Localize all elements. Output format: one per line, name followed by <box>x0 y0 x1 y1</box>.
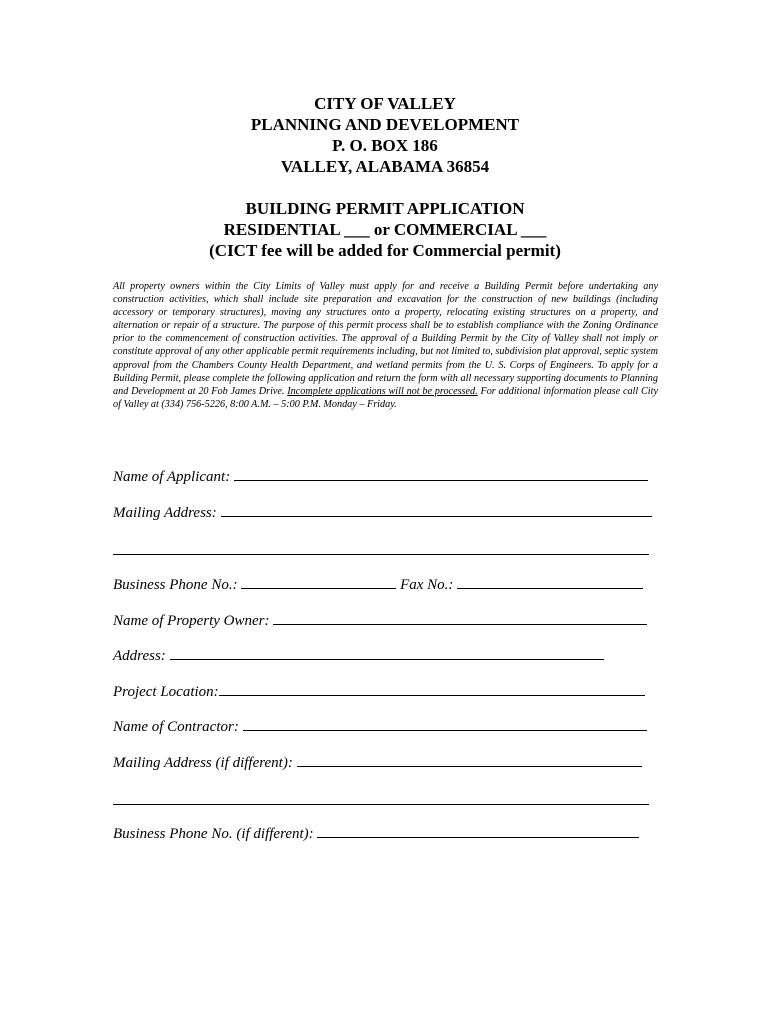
mailing-address-row <box>113 503 652 522</box>
instructions-text: All property owners within the City Limits of Valley must apply for and receive a Building Permit before undertaking any construction activities, which shall include site preparation and excavation for the construction of new buildings (including accessory or temporary structures), moving any structures onto a property, relocating existing structures on a property, and alternation or repair of a structure. The purpose of this permit process shall be to establish compliance with the Zoning Ordinance prior to the commencement of construction activities. The approval of a Building Permit by the City of Valley shall not imply or constitute approval of any other applicable permit requirements including, but not limited to, subdivision plat approval, septic system approval from the Chambers County Health Department, and wetland permits from the U. S. Corps of Engineers. To apply for a Building Permit, please complete the following application and return the form with all necessary supporting documents to Planning and Development at 20 Fob James Drive. <box>113 281 658 397</box>
fax-label: Fax No.: <box>400 577 454 593</box>
contractor-mailing-field[interactable] <box>297 753 642 767</box>
form-title <box>0 198 770 261</box>
applicant-name-row <box>113 467 648 486</box>
applicant-name-field[interactable] <box>234 467 648 481</box>
contractor-mailing-line-2[interactable] <box>113 803 649 805</box>
contact-info: For additional information please call City of Valley at (334) 756-5226, 8:00 A.M. – 5:00 P.M. Monday – Friday. <box>113 385 658 410</box>
project-location-field[interactable] <box>219 682 645 696</box>
contractor-name-row <box>113 717 647 736</box>
mailing-address-line-2[interactable] <box>113 553 649 555</box>
contractor-mailing-row <box>113 753 642 772</box>
business-phone-label: Business Phone No.: <box>113 577 238 593</box>
mailing-address-field[interactable] <box>221 503 652 517</box>
permit-type-choice: RESIDENTIAL ___ or COMMERCIAL ___ <box>223 220 547 239</box>
property-owner-row <box>113 611 647 630</box>
property-owner-label: Name of Property Owner: <box>113 613 270 629</box>
applicant-name-label: Name of Applicant: <box>113 469 231 485</box>
contractor-phone-label: Business Phone No. (if different): <box>113 826 314 842</box>
property-owner-field[interactable] <box>273 611 647 625</box>
project-location-label: Project Location: <box>113 684 219 700</box>
form-title-main: BUILDING PERMIT APPLICATION <box>245 199 525 218</box>
department-name: PLANNING AND DEVELOPMENT <box>250 115 520 134</box>
contractor-mailing-label: Mailing Address (if different): <box>113 755 293 771</box>
mailing-address-label: Mailing Address: <box>113 505 217 521</box>
contractor-phone-field[interactable] <box>317 824 639 838</box>
project-location-row <box>113 682 645 701</box>
business-phone-field[interactable] <box>241 575 396 589</box>
contractor-phone-row <box>113 824 639 843</box>
city-header <box>0 93 770 177</box>
po-box: P. O. BOX 186 <box>332 136 438 155</box>
city-name: CITY OF VALLEY <box>314 94 456 113</box>
business-phone-row <box>113 575 643 594</box>
instructions-paragraph <box>113 280 658 411</box>
incomplete-warning: Incomplete applications will not be processed. <box>287 385 478 397</box>
address-field[interactable] <box>170 646 604 660</box>
address-label: Address: <box>113 648 166 664</box>
contractor-name-field[interactable] <box>243 717 647 731</box>
contractor-name-label: Name of Contractor: <box>113 719 239 735</box>
cict-fee-note: (CICT fee will be added for Commercial permit) <box>209 241 561 260</box>
city-state-zip: VALLEY, ALABAMA 36854 <box>280 157 490 176</box>
fax-field[interactable] <box>457 575 643 589</box>
address-row <box>113 646 604 665</box>
